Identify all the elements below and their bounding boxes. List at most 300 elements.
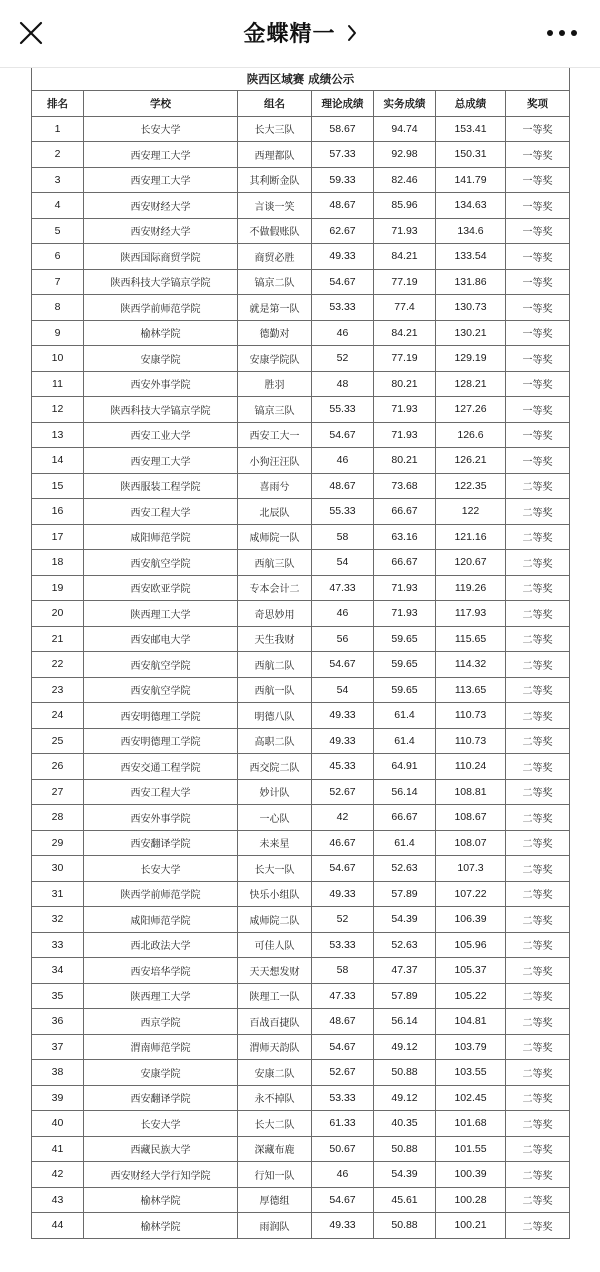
- practice-score-cell: 66.67: [374, 550, 436, 576]
- table-row: [32, 1162, 570, 1188]
- column-header-total-score: 总成绩: [436, 90, 506, 116]
- practice-score-cell: 80.21: [374, 448, 436, 474]
- total-score-cell: 100.21: [436, 1213, 506, 1239]
- team-cell: 雨润队: [238, 1213, 312, 1239]
- table-row: [32, 856, 570, 882]
- team-cell: 长大二队: [238, 1111, 312, 1137]
- award-cell: 二等奖: [506, 958, 570, 984]
- rank-cell: 17: [32, 524, 84, 550]
- school-cell: 西安航空学院: [84, 652, 238, 678]
- theory-score-cell: 62.67: [312, 218, 374, 244]
- theory-score-cell: 49.33: [312, 728, 374, 754]
- practice-score-cell: 64.91: [374, 754, 436, 780]
- practice-score-cell: 71.93: [374, 422, 436, 448]
- award-cell: 二等奖: [506, 652, 570, 678]
- team-cell: 西航二队: [238, 652, 312, 678]
- total-score-cell: 129.19: [436, 346, 506, 372]
- table-row: [32, 193, 570, 219]
- theory-score-cell: 46: [312, 448, 374, 474]
- practice-score-cell: 63.16: [374, 524, 436, 550]
- total-score-cell: 130.73: [436, 295, 506, 321]
- total-score-cell: 105.96: [436, 932, 506, 958]
- rank-cell: 44: [32, 1213, 84, 1239]
- school-cell: 西安航空学院: [84, 550, 238, 576]
- total-score-cell: 103.55: [436, 1060, 506, 1086]
- rank-cell: 32: [32, 907, 84, 933]
- total-score-cell: 126.6: [436, 422, 506, 448]
- team-cell: 喜雨兮: [238, 473, 312, 499]
- practice-score-cell: 56.14: [374, 1009, 436, 1035]
- rank-cell: 23: [32, 677, 84, 703]
- table-row: [32, 550, 570, 576]
- school-cell: 长安大学: [84, 1111, 238, 1137]
- theory-score-cell: 54.67: [312, 856, 374, 882]
- more-horizontal-icon: [544, 22, 580, 44]
- theory-score-cell: 48.67: [312, 1009, 374, 1035]
- award-cell: 二等奖: [506, 677, 570, 703]
- team-cell: 不做假账队: [238, 218, 312, 244]
- practice-score-cell: 61.4: [374, 830, 436, 856]
- table-row: [32, 244, 570, 270]
- school-cell: 渭南师范学院: [84, 1034, 238, 1060]
- practice-score-cell: 82.46: [374, 167, 436, 193]
- total-score-cell: 133.54: [436, 244, 506, 270]
- theory-score-cell: 52: [312, 907, 374, 933]
- school-cell: 西安明德理工学院: [84, 728, 238, 754]
- team-cell: 天天想发财: [238, 958, 312, 984]
- rank-cell: 22: [32, 652, 84, 678]
- total-score-cell: 100.39: [436, 1162, 506, 1188]
- team-cell: 长大一队: [238, 856, 312, 882]
- table-row: [32, 1060, 570, 1086]
- total-score-cell: 150.31: [436, 142, 506, 168]
- school-cell: 安康学院: [84, 1060, 238, 1086]
- theory-score-cell: 55.33: [312, 499, 374, 525]
- rank-cell: 7: [32, 269, 84, 295]
- column-header-theory-score: 理论成绩: [312, 90, 374, 116]
- award-cell: 一等奖: [506, 397, 570, 423]
- school-cell: 陕西科技大学镐京学院: [84, 269, 238, 295]
- total-score-cell: 126.21: [436, 448, 506, 474]
- theory-score-cell: 49.33: [312, 881, 374, 907]
- rank-cell: 28: [32, 805, 84, 831]
- rank-cell: 10: [32, 346, 84, 372]
- award-cell: 二等奖: [506, 1187, 570, 1213]
- school-cell: 西安外事学院: [84, 805, 238, 831]
- rank-cell: 35: [32, 983, 84, 1009]
- award-cell: 二等奖: [506, 473, 570, 499]
- theory-score-cell: 46: [312, 1162, 374, 1188]
- school-cell: 长安大学: [84, 856, 238, 882]
- table-row: [32, 575, 570, 601]
- team-cell: 深藏布鹿: [238, 1136, 312, 1162]
- rank-cell: 39: [32, 1085, 84, 1111]
- school-cell: 陕西国际商贸学院: [84, 244, 238, 270]
- team-cell: 其利断金队: [238, 167, 312, 193]
- practice-score-cell: 50.88: [374, 1136, 436, 1162]
- school-cell: 西安培华学院: [84, 958, 238, 984]
- practice-score-cell: 92.98: [374, 142, 436, 168]
- practice-score-cell: 71.93: [374, 601, 436, 627]
- rank-cell: 42: [32, 1162, 84, 1188]
- school-cell: 陕西理工大学: [84, 601, 238, 627]
- theory-score-cell: 48: [312, 371, 374, 397]
- rank-cell: 25: [32, 728, 84, 754]
- school-cell: 西安交通工程学院: [84, 754, 238, 780]
- table-row: [32, 218, 570, 244]
- account-title-button[interactable]: [0, 17, 600, 48]
- school-cell: 榆林学院: [84, 320, 238, 346]
- award-cell: 二等奖: [506, 499, 570, 525]
- award-cell: 一等奖: [506, 295, 570, 321]
- theory-score-cell: 57.33: [312, 142, 374, 168]
- rank-cell: 14: [32, 448, 84, 474]
- practice-score-cell: 77.19: [374, 269, 436, 295]
- rank-cell: 40: [32, 1111, 84, 1137]
- team-cell: 西交院二队: [238, 754, 312, 780]
- total-score-cell: 141.79: [436, 167, 506, 193]
- rank-cell: 30: [32, 856, 84, 882]
- team-cell: 厚德组: [238, 1187, 312, 1213]
- award-cell: 一等奖: [506, 320, 570, 346]
- practice-score-cell: 71.93: [374, 575, 436, 601]
- award-cell: 二等奖: [506, 830, 570, 856]
- rank-cell: 16: [32, 499, 84, 525]
- team-cell: 商贸必胜: [238, 244, 312, 270]
- school-cell: 西安翻译学院: [84, 830, 238, 856]
- table-row: [32, 295, 570, 321]
- total-score-cell: 110.73: [436, 703, 506, 729]
- table-row: [32, 1009, 570, 1035]
- table-row: [32, 626, 570, 652]
- rank-cell: 15: [32, 473, 84, 499]
- total-score-cell: 108.67: [436, 805, 506, 831]
- rank-cell: 8: [32, 295, 84, 321]
- theory-score-cell: 52: [312, 346, 374, 372]
- theory-score-cell: 42: [312, 805, 374, 831]
- practice-score-cell: 57.89: [374, 881, 436, 907]
- team-cell: 奇思妙用: [238, 601, 312, 627]
- table-row: [32, 881, 570, 907]
- rank-cell: 36: [32, 1009, 84, 1035]
- school-cell: 长安大学: [84, 116, 238, 142]
- school-cell: 西安外事学院: [84, 371, 238, 397]
- practice-score-cell: 54.39: [374, 907, 436, 933]
- column-header-school: 学校: [84, 90, 238, 116]
- table-row: [32, 167, 570, 193]
- school-cell: 榆林学院: [84, 1213, 238, 1239]
- practice-score-cell: 71.93: [374, 218, 436, 244]
- table-title-row: [32, 68, 570, 90]
- page-title: 金蝶精一: [243, 22, 336, 47]
- rank-cell: 11: [32, 371, 84, 397]
- award-cell: 二等奖: [506, 907, 570, 933]
- theory-score-cell: 49.33: [312, 244, 374, 270]
- award-cell: 一等奖: [506, 346, 570, 372]
- rank-cell: 29: [32, 830, 84, 856]
- team-cell: 可佳人队: [238, 932, 312, 958]
- table-row: [32, 779, 570, 805]
- school-cell: 西安财经大学: [84, 218, 238, 244]
- school-cell: 西安理工大学: [84, 167, 238, 193]
- award-cell: 二等奖: [506, 703, 570, 729]
- school-cell: 西安邮电大学: [84, 626, 238, 652]
- table-row: [32, 958, 570, 984]
- table-row: [32, 1187, 570, 1213]
- rank-cell: 1: [32, 116, 84, 142]
- award-cell: 二等奖: [506, 601, 570, 627]
- award-cell: 二等奖: [506, 932, 570, 958]
- practice-score-cell: 73.68: [374, 473, 436, 499]
- practice-score-cell: 84.21: [374, 244, 436, 270]
- award-cell: 一等奖: [506, 371, 570, 397]
- table-row: [32, 1213, 570, 1239]
- award-cell: 二等奖: [506, 983, 570, 1009]
- school-cell: 陕西科技大学镐京学院: [84, 397, 238, 423]
- total-score-cell: 101.68: [436, 1111, 506, 1137]
- theory-score-cell: 47.33: [312, 983, 374, 1009]
- rank-cell: 38: [32, 1060, 84, 1086]
- practice-score-cell: 50.88: [374, 1213, 436, 1239]
- school-cell: 西安工程大学: [84, 499, 238, 525]
- theory-score-cell: 61.33: [312, 1111, 374, 1137]
- total-score-cell: 113.65: [436, 677, 506, 703]
- rank-cell: 34: [32, 958, 84, 984]
- school-cell: 西北政法大学: [84, 932, 238, 958]
- rank-cell: 26: [32, 754, 84, 780]
- rank-cell: 2: [32, 142, 84, 168]
- theory-score-cell: 54.67: [312, 422, 374, 448]
- table-row: [32, 703, 570, 729]
- award-cell: 二等奖: [506, 779, 570, 805]
- table-row: [32, 932, 570, 958]
- table-header-row: [32, 90, 570, 116]
- theory-score-cell: 53.33: [312, 932, 374, 958]
- school-cell: 陕西学前师范学院: [84, 881, 238, 907]
- practice-score-cell: 61.4: [374, 728, 436, 754]
- award-cell: 二等奖: [506, 805, 570, 831]
- table-row: [32, 677, 570, 703]
- theory-score-cell: 49.33: [312, 1213, 374, 1239]
- theory-score-cell: 46: [312, 320, 374, 346]
- table-row: [32, 1111, 570, 1137]
- award-cell: 二等奖: [506, 1034, 570, 1060]
- column-header-team: 组名: [238, 90, 312, 116]
- practice-score-cell: 80.21: [374, 371, 436, 397]
- total-score-cell: 128.21: [436, 371, 506, 397]
- table-row: [32, 269, 570, 295]
- total-score-cell: 103.79: [436, 1034, 506, 1060]
- rank-cell: 18: [32, 550, 84, 576]
- team-cell: 明德八队: [238, 703, 312, 729]
- total-score-cell: 131.86: [436, 269, 506, 295]
- team-cell: 言谈一笑: [238, 193, 312, 219]
- award-cell: 二等奖: [506, 550, 570, 576]
- rank-cell: 6: [32, 244, 84, 270]
- award-cell: 一等奖: [506, 116, 570, 142]
- theory-score-cell: 52.67: [312, 1060, 374, 1086]
- theory-score-cell: 58: [312, 958, 374, 984]
- theory-score-cell: 54: [312, 677, 374, 703]
- practice-score-cell: 52.63: [374, 932, 436, 958]
- theory-score-cell: 52.67: [312, 779, 374, 805]
- theory-score-cell: 53.33: [312, 1085, 374, 1111]
- rank-cell: 9: [32, 320, 84, 346]
- team-cell: 小狗汪汪队: [238, 448, 312, 474]
- theory-score-cell: 46: [312, 601, 374, 627]
- theory-score-cell: 50.67: [312, 1136, 374, 1162]
- school-cell: 西安航空学院: [84, 677, 238, 703]
- top-bar: [0, 0, 600, 68]
- team-cell: 快乐小组队: [238, 881, 312, 907]
- team-cell: 百战百捷队: [238, 1009, 312, 1035]
- column-header-practice-score: 实务成绩: [374, 90, 436, 116]
- rank-cell: 19: [32, 575, 84, 601]
- theory-score-cell: 53.33: [312, 295, 374, 321]
- rank-cell: 27: [32, 779, 84, 805]
- practice-score-cell: 66.67: [374, 499, 436, 525]
- theory-score-cell: 58: [312, 524, 374, 550]
- practice-score-cell: 40.35: [374, 1111, 436, 1137]
- total-score-cell: 108.07: [436, 830, 506, 856]
- practice-score-cell: 59.65: [374, 652, 436, 678]
- theory-score-cell: 49.33: [312, 703, 374, 729]
- school-cell: 西安理工大学: [84, 142, 238, 168]
- total-score-cell: 153.41: [436, 116, 506, 142]
- table-row: [32, 1085, 570, 1111]
- table-title: 陕西区域赛 成绩公示: [32, 68, 570, 90]
- theory-score-cell: 47.33: [312, 575, 374, 601]
- school-cell: 西京学院: [84, 1009, 238, 1035]
- total-score-cell: 100.28: [436, 1187, 506, 1213]
- team-cell: 永不掉队: [238, 1085, 312, 1111]
- theory-score-cell: 45.33: [312, 754, 374, 780]
- team-cell: 镐京二队: [238, 269, 312, 295]
- practice-score-cell: 59.65: [374, 677, 436, 703]
- rank-cell: 41: [32, 1136, 84, 1162]
- team-cell: 咸师院二队: [238, 907, 312, 933]
- total-score-cell: 114.32: [436, 652, 506, 678]
- school-cell: 咸阳师范学院: [84, 524, 238, 550]
- team-cell: 渭师天韵队: [238, 1034, 312, 1060]
- team-cell: 咸师院一队: [238, 524, 312, 550]
- team-cell: 胜羽: [238, 371, 312, 397]
- school-cell: 西安翻译学院: [84, 1085, 238, 1111]
- practice-score-cell: 47.37: [374, 958, 436, 984]
- school-cell: 西安理工大学: [84, 448, 238, 474]
- school-cell: 咸阳师范学院: [84, 907, 238, 933]
- practice-score-cell: 61.4: [374, 703, 436, 729]
- theory-score-cell: 54.67: [312, 1187, 374, 1213]
- table-row: [32, 422, 570, 448]
- award-cell: 一等奖: [506, 244, 570, 270]
- award-cell: 二等奖: [506, 881, 570, 907]
- table-row: [32, 473, 570, 499]
- team-cell: 妙计队: [238, 779, 312, 805]
- practice-score-cell: 59.65: [374, 626, 436, 652]
- table-row: [32, 907, 570, 933]
- team-cell: 高职二队: [238, 728, 312, 754]
- practice-score-cell: 85.96: [374, 193, 436, 219]
- award-cell: 二等奖: [506, 754, 570, 780]
- team-cell: 安康二队: [238, 1060, 312, 1086]
- team-cell: 安康学院队: [238, 346, 312, 372]
- rank-cell: 21: [32, 626, 84, 652]
- school-cell: 西安财经大学: [84, 193, 238, 219]
- table-row: [32, 1136, 570, 1162]
- award-cell: 二等奖: [506, 1213, 570, 1239]
- column-header-rank: 排名: [32, 90, 84, 116]
- award-cell: 二等奖: [506, 575, 570, 601]
- total-score-cell: 101.55: [436, 1136, 506, 1162]
- total-score-cell: 117.93: [436, 601, 506, 627]
- theory-score-cell: 54.67: [312, 269, 374, 295]
- practice-score-cell: 77.19: [374, 346, 436, 372]
- rank-cell: 43: [32, 1187, 84, 1213]
- award-cell: 二等奖: [506, 1136, 570, 1162]
- rank-cell: 3: [32, 167, 84, 193]
- column-header-award: 奖项: [506, 90, 570, 116]
- table-row: [32, 805, 570, 831]
- rank-cell: 24: [32, 703, 84, 729]
- more-options-button[interactable]: [544, 22, 580, 44]
- theory-score-cell: 54: [312, 550, 374, 576]
- award-cell: 一等奖: [506, 448, 570, 474]
- theory-score-cell: 48.67: [312, 193, 374, 219]
- theory-score-cell: 59.33: [312, 167, 374, 193]
- total-score-cell: 134.6: [436, 218, 506, 244]
- award-cell: 一等奖: [506, 269, 570, 295]
- total-score-cell: 127.26: [436, 397, 506, 423]
- table-row: [32, 728, 570, 754]
- total-score-cell: 119.26: [436, 575, 506, 601]
- theory-score-cell: 48.67: [312, 473, 374, 499]
- award-cell: 二等奖: [506, 728, 570, 754]
- total-score-cell: 108.81: [436, 779, 506, 805]
- total-score-cell: 110.73: [436, 728, 506, 754]
- team-cell: 西航三队: [238, 550, 312, 576]
- table-row: [32, 524, 570, 550]
- total-score-cell: 122: [436, 499, 506, 525]
- rank-cell: 5: [32, 218, 84, 244]
- award-cell: 一等奖: [506, 142, 570, 168]
- practice-score-cell: 77.4: [374, 295, 436, 321]
- rank-cell: 37: [32, 1034, 84, 1060]
- rank-cell: 20: [32, 601, 84, 627]
- rank-cell: 31: [32, 881, 84, 907]
- practice-score-cell: 84.21: [374, 320, 436, 346]
- award-cell: 一等奖: [506, 422, 570, 448]
- team-cell: 德勤对: [238, 320, 312, 346]
- rank-cell: 12: [32, 397, 84, 423]
- rank-cell: 4: [32, 193, 84, 219]
- chevron-right-icon: [347, 24, 357, 42]
- theory-score-cell: 54.67: [312, 652, 374, 678]
- rank-cell: 13: [32, 422, 84, 448]
- theory-score-cell: 46.67: [312, 830, 374, 856]
- school-cell: 陕西理工大学: [84, 983, 238, 1009]
- total-score-cell: 115.65: [436, 626, 506, 652]
- team-cell: 天生我财: [238, 626, 312, 652]
- award-cell: 一等奖: [506, 218, 570, 244]
- total-score-cell: 102.45: [436, 1085, 506, 1111]
- table-row: [32, 830, 570, 856]
- award-cell: 二等奖: [506, 1162, 570, 1188]
- table-row: [32, 754, 570, 780]
- team-cell: 一心队: [238, 805, 312, 831]
- practice-score-cell: 49.12: [374, 1085, 436, 1111]
- results-sheet: [31, 68, 569, 1239]
